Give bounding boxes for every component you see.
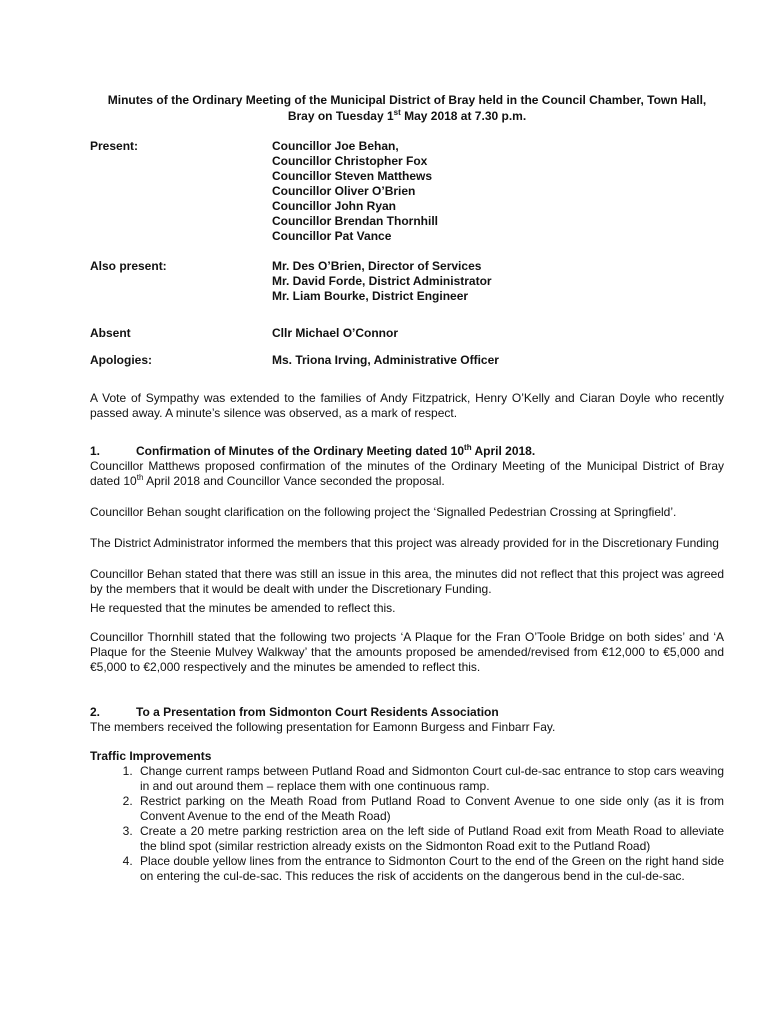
traffic-improvements-heading: Traffic Improvements [90,749,212,763]
also-present-item: Mr. Liam Bourke, District Engineer [272,289,469,303]
sympathy-paragraph: A Vote of Sympathy was extended to the families of Andy Fitzpatrick, Henry O’Kelly and Ciaran Doyle who recently passed away. A minute’s silence was observed, as a mark of respect. [90,391,724,420]
section-1-title [136,444,535,459]
minutes-document [90,92,724,884]
list-item: 2. Restrict parking on the Meath Road from Putland Road to Convent Avenue to one side only (as it is from Convent Avenue to the end of the Meath Road) [136,794,724,824]
also-present-item: Mr. David Forde, District Administrator [272,274,492,288]
absent-row [90,326,724,341]
also-present-list [272,259,492,304]
title-line-2-pre: Bray on Tuesday 1 [287,109,394,123]
section-1-paragraph: He requested that the minutes be amended to reflect this. [90,601,396,615]
apologies-value: Ms. Triona Irving, Administrative Officer [272,353,499,367]
present-item: Councillor Steven Matthews [272,169,433,183]
section-2-number: 2. [90,705,101,719]
section-2-heading [90,705,724,720]
present-item: Councillor Pat Vance [272,229,392,243]
list-item: 1. Change current ramps between Putland Road and Sidmonton Court cul-de-sac entrance to stop cars weaving in and out around them – replace them with one continuous ramp. [136,764,724,794]
apologies-label: Apologies: [90,353,152,367]
section-1-paragraph: The District Administrator informed the members that this project was already provided for in the Discretionary Funding [90,536,719,550]
traffic-improvements-list [90,764,724,884]
absent-label: Absent [90,326,131,340]
present-list [272,139,438,244]
list-item: 4. Place double yellow lines from the entrance to Sidmonton Court to the end of the Green on the right hand side on entering the cul-de-sac. This reduces the risk of accidents on the dangerous bend in the cul-de-sac. [136,854,724,884]
section-1-heading [90,444,724,459]
present-label: Present: [90,139,139,153]
also-present-label: Also present: [90,259,167,273]
section-1-paragraph [90,459,724,489]
present-item: Councillor Brendan Thornhill [272,214,438,228]
section-1-title-sup: th [464,443,472,452]
section-1-paragraph: Councillor Behan stated that there was still an issue in this area, the minutes did not reflect that this project was agreed by the members that it would be dealt with under the Discretionary Funding. [90,567,724,596]
also-present-row [90,259,724,304]
absent-value: Cllr Michael O’Connor [272,326,399,340]
apologies-row [90,353,724,368]
section-1-paragraph: Councillor Behan sought clarification on the following project the ‘Signalled Pedestrian Crossing at Springfield’. [90,505,677,519]
title-line-2 [78,108,736,124]
section-1-title-pre: Confirmation of Minutes of the Ordinary Meeting dated 10 [136,444,465,458]
document-title [78,92,736,124]
present-item: Councillor Joe Behan, [272,139,399,153]
section-1-p1-sup: th [136,473,144,482]
section-1-number: 1. [90,444,101,458]
also-present-item: Mr. Des O’Brien, Director of Services [272,259,482,273]
present-row [90,139,724,244]
present-item: Councillor John Ryan [272,199,397,213]
section-2-paragraph: The members received the following presentation for Eamonn Burgess and Finbarr Fay. [90,720,556,734]
present-item: Councillor Christopher Fox [272,154,428,168]
list-item: 3. Create a 20 metre parking restriction area on the left side of Putland Road exit from Meath Road to alleviate the blind spot (similar restriction already exists on the Sidmonton Road exit to the Putland Road) [136,824,724,854]
title-line-1: Minutes of the Ordinary Meeting of the Municipal District of Bray held in the Council Chamber, Town Hall, [107,93,707,107]
title-line-2-post: May 2018 at 7.30 p.m. [400,109,527,123]
present-item: Councillor Oliver O’Brien [272,184,416,198]
title-sup: st [393,108,401,117]
section-1-p1-pre: Councillor Matthews proposed confirmation of the minutes of the Ordinary Meeting of the Municipal District of Bray dated 10 [90,459,724,488]
section-2-title: To a Presentation from Sidmonton Court Residents Association [136,705,499,719]
section-1-p1-post: April 2018 and Councillor Vance seconded the proposal. [143,474,445,488]
section-1-title-post: April 2018. [471,444,536,458]
section-1-paragraph: Councillor Thornhill stated that the following two projects ‘A Plaque for the Fran O’Toole Bridge on both sides’ and ‘A Plaque for the Steenie Mulvey Walkway’ that the amounts proposed be amended/revised from €12,000 to €5,000 and €5,000 to €2,000 respectively and the minutes be amended to reflect this. [90,630,724,674]
